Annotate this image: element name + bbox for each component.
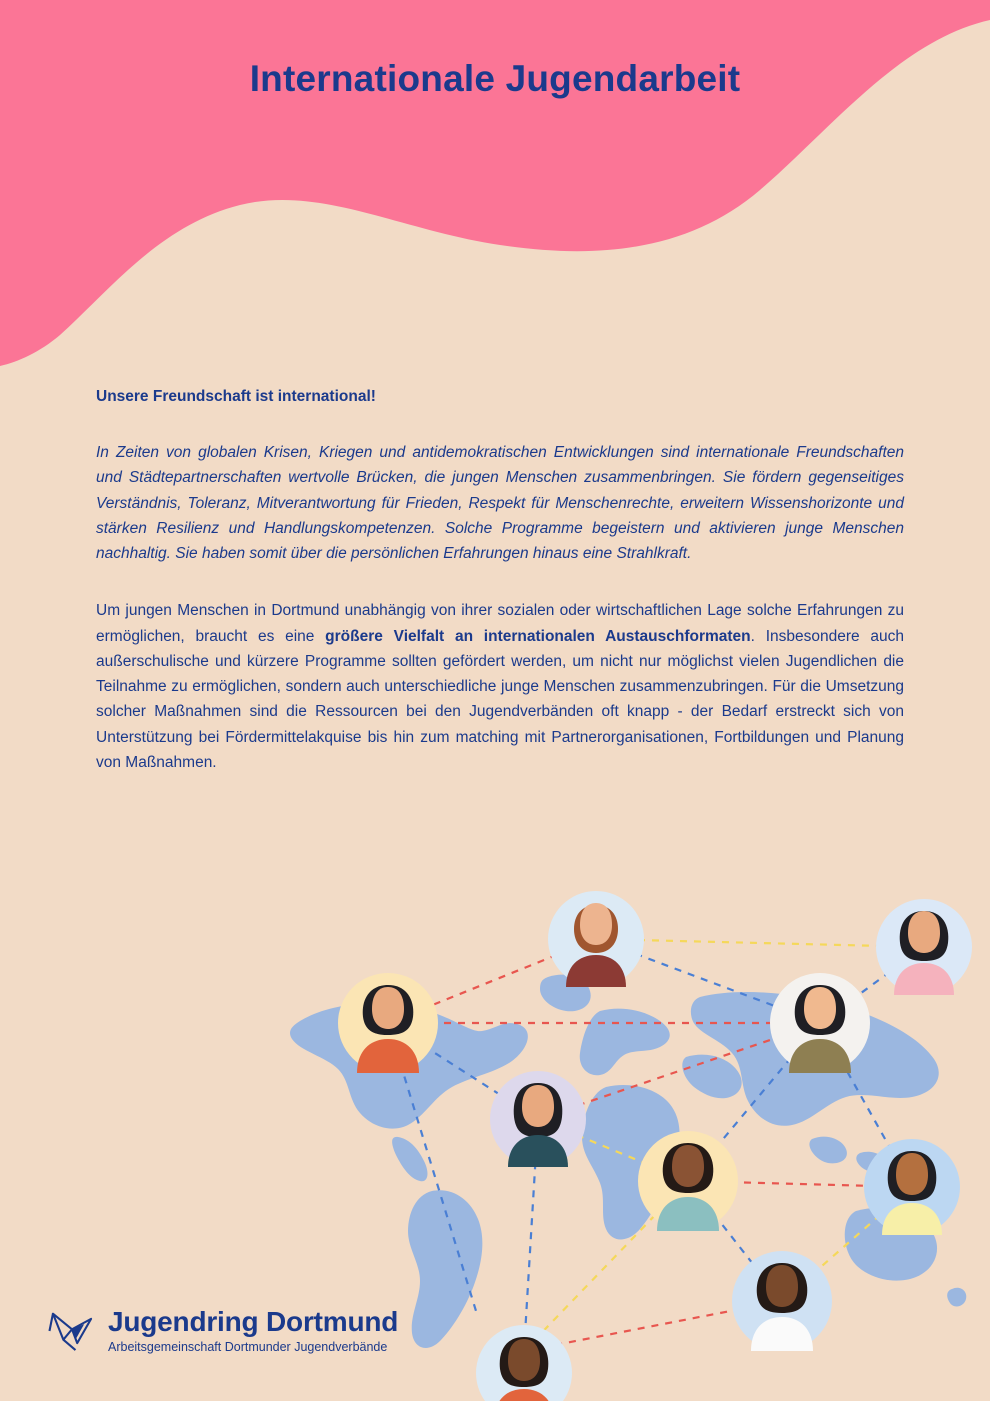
logo-name: Jugendring Dortmund bbox=[108, 1305, 399, 1337]
intro-paragraph: In Zeiten von globalen Krisen, Kriegen und antidemokratischen Entwicklungen sind internationale Freundschaften und Städtepartnerschaften wertvolle Brücken, die jungen Menschen zusammenbringen. Sie fördern gegenseitiges Verständnis, Toleranz, Mitverantwortung für Frieden, Respekt für Menschenrechte, erweitern Wissenshorizonte und stärken Resilienz und Handlungskompetenzen. Solche Programme begeistern und aktivieren junge Menschen nachhaltig. Sie haben somit über die persönlichen Erfahrungen hinaus eine Strahlkraft. bbox=[96, 444, 904, 562]
avatar bbox=[876, 899, 972, 995]
logo-subtitle: Arbeitsgemeinschaft Dortmunder Jugendverbände bbox=[108, 1340, 388, 1355]
avatar bbox=[490, 1071, 586, 1167]
logo-text bbox=[108, 1307, 398, 1355]
avatar bbox=[770, 973, 870, 1073]
logo bbox=[46, 1305, 398, 1357]
avatar bbox=[476, 1325, 572, 1401]
main-paragraph-part1: Um jungen Menschen in Dortmund unabhängig von ihrer sozialen oder wirtschaftlichen Lage solche Erfahrungen zu ermöglichen, braucht es eine bbox=[96, 602, 904, 645]
avatar bbox=[732, 1251, 832, 1351]
avatar bbox=[548, 891, 644, 987]
main-paragraph-emphasis: größere Vielfalt an internationalen Austauschformaten bbox=[325, 627, 751, 645]
main-paragraph-part2: . Insbesondere auch außerschulische und kürzere Programme sollten gefördert werden, um nicht nur möglichst vielen Jugendlichen die Teilnahme zu ermöglichen, sondern auch unterschiedliche junge Menschen zusammenzubringen. Für die Umsetzung solcher Maßnahmen sind die Ressourcen bei den Jugendverbänden oft knapp - der Bedarf erstreckt sich von Unterstützung bei Fördermittelakquise bis hin zum matching mit Partnerorganisationen, Fortbildungen und Planung von Maßnahmen. bbox=[96, 627, 905, 771]
avatar bbox=[864, 1139, 960, 1235]
main-paragraph bbox=[96, 598, 904, 775]
jugendring-bird-icon bbox=[46, 1305, 98, 1357]
avatar bbox=[338, 973, 438, 1073]
page-title: Internationale Jugendarbeit bbox=[249, 58, 741, 99]
body-content bbox=[96, 388, 904, 775]
lede-heading: Unsere Freundschaft ist international! bbox=[96, 388, 376, 405]
avatar bbox=[638, 1131, 738, 1231]
